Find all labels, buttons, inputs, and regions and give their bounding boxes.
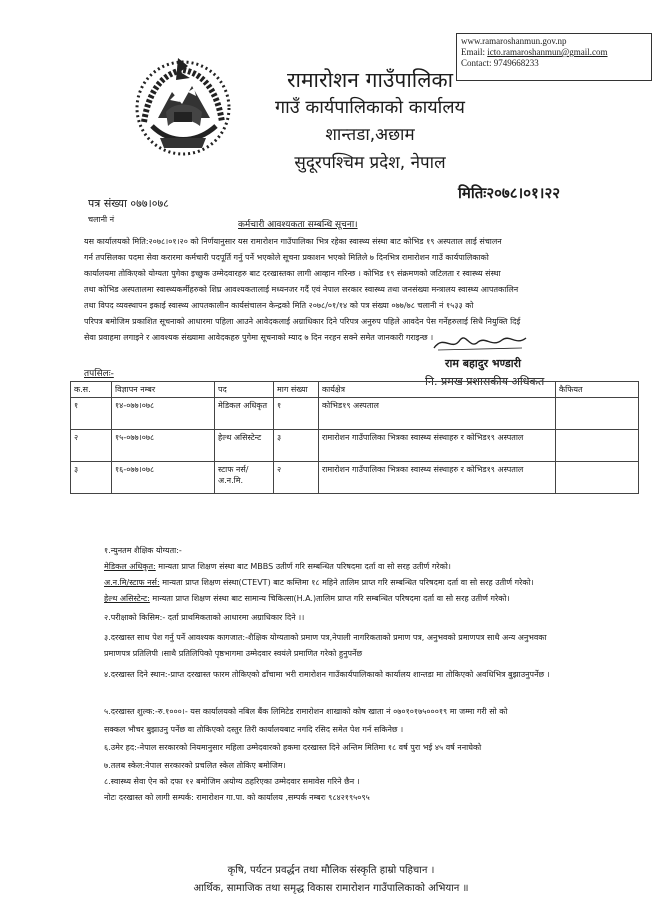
body-line: कार्यालयमा तोकिएको योग्यता पुगेका इच्छुक उम्मेदवारहरु बाट दरखास्तका लागी आव्हान गरिन्छ । कोभिड १९ संक्रमणको जटिलता र स्वास्थ्य संस्था (84, 269, 501, 278)
requirement-item: ४.दरखास्त दिने स्थान:-प्राप्त दरखास्त फारम तोकिएको ढाँचामा भरी रामारोशन गाउँकार्यपालिकाको कार्यालय शान्तडा मा तोकिएको अवधिभित्र बुझाउनुपर्नेछ । (104, 670, 550, 679)
reference-number: पत्र संख्या ०७७।०७८ (88, 197, 169, 210)
table-cell: हेल्थ असिस्टेन्ट (215, 430, 274, 462)
email-line (461, 47, 647, 58)
footer-slogan-1: कृषि, पर्यटन प्रवर्द्धन तथा मौलिक संस्कृति हाम्रो पहिचान । (227, 865, 435, 876)
table-cell: २ (274, 462, 319, 494)
requirement-anm (104, 577, 534, 588)
email-label: Email: (461, 47, 485, 57)
nepal-emblem-icon (130, 52, 236, 160)
requirement-item: ५.दरखास्त शुल्क:-रु.१०००।- यस कार्यालयको नबिल बैंक लिमिटेड रामारोशन शाखाको कोष खाता नं ०७०१०१७५०००१९ मा जम्मा गरी सो को (104, 707, 508, 716)
requirements-heading: १.न्युनतम शैक्षिक योग्यता:- (104, 546, 182, 555)
body-line: यस कार्यालयको मिति:२०७८।०१।२० को निर्णयानुसार यस रामारोशन गाउँपालिका भित्र रहेका स्वास्थ्य संस्था बाट कोभिड १९ अस्पताल लाई संचालन (84, 237, 502, 246)
email-link[interactable]: icto.ramaroshanmun@gmail.com (487, 47, 608, 57)
table-cell (556, 398, 639, 430)
body-line: तथा विपद व्यवस्थापन इकाई स्वास्थ्य आपतकालीन कार्यसंचालन केन्द्रको मिति २०७८/०१/१४ को पत्र संख्या ०७७/७८ चलानी नं १५३३ को (84, 301, 474, 310)
requirement-mo (104, 561, 451, 572)
body-line: तथा कोभिड अस्पतालमा स्वास्थ्यकर्मीहरुको शिघ्र आवश्यकतालाई मध्यनजर गर्दै एवं नेपाल सरकार स्वास्थ्य तथा जनसंख्या मन्त्रालय स्वास्थ्य आपतकालिन (84, 285, 519, 294)
table-cell: रामारोशन गाउँपालिका भित्रका स्वास्थ्य संस्थाहरु र कोभिड१९ अस्पताल (319, 462, 556, 494)
phone-text: Contact: 9749668233 (461, 58, 539, 68)
table-row (71, 430, 639, 462)
contact-note: नोटः दरखास्त को लागी सम्पर्क: रामारोशन गा.पा. को कार्यालय ,सम्पर्क नम्बरः ९८४२१९५०९५ (104, 793, 370, 802)
dispatch-number: चलानी नं (88, 215, 115, 224)
column-header: विज्ञापन नम्बर (112, 382, 215, 398)
column-header: कैफियत (556, 382, 639, 398)
column-header: क.स. (71, 382, 112, 398)
table-cell: कोभिड१९ अस्पताल (319, 398, 556, 430)
table-cell: रामारोशन गाउँपालिका भित्रका स्वास्थ्य संस्थाहरु र कोभिड१९ अस्पताल (319, 430, 556, 462)
table-cell: १५-०७७।०७८ (112, 430, 215, 462)
footer-slogan-2: आर्थिक, सामाजिक तथा समृद्ध विकास रामारोशन गाउँपालिकाको अभियान ॥ (193, 883, 469, 894)
municipality-name: रामारोशन गाउँपालिका (286, 68, 454, 92)
table-cell: स्टाफ नर्स/ अ.न.मि. (215, 462, 274, 494)
table-cell: ३ (274, 430, 319, 462)
body-line: गर्न तपसिलका पदमा सेवा करारमा कर्मचारी पदपूर्ति गर्नु पर्ने भएकोले सूचना प्रकाशन भएको मितिले ७ दिनभित्र रामारोशन गाउँ कार्यपालिकाको (84, 253, 489, 262)
requirement-item: प्रमाणपत्र प्रतिलिपी ।साथै प्रतिलिपिको पृष्ठभागमा उम्मेदवार स्वयंले प्रमाणित गरेको हुनुपर्नेछ (104, 649, 363, 658)
requirement-item: ७.तलब स्केल:नेपाल सरकारको प्रचलित स्केल तोकिए बमोजिम। (104, 761, 286, 770)
column-header: माग संख्या (274, 382, 319, 398)
table-cell (556, 462, 639, 494)
signature-scribble (430, 330, 530, 356)
signatory-title: नि. प्रमख प्रशासकीय अधिकत (425, 375, 545, 388)
letter-date: मितिः२०७८।०१।२२ (458, 184, 561, 202)
website-text: www.ramaroshanmun.gov.np (461, 36, 567, 46)
requirement-ha-label: हेल्थ असिस्टेन्ट: (104, 594, 150, 603)
requirement-item: सक्कल भौचर बुझाउनु पर्नेछ वा तोकिएको दस्तुर तिरी कार्यालयबाट नगदि रसिद समेत पेश गर्न सकिनेछ । (104, 725, 404, 734)
letter-subject: कर्मचारी आवश्यकता सम्बन्धि सूचना। (238, 220, 358, 230)
table-cell: ३ (71, 462, 112, 494)
signatory-name: राम बहादुर भण्डारी (445, 357, 521, 370)
table-row (71, 398, 639, 430)
requirement-mo-text: मान्यता प्राप्त शिक्षण संस्था बाट MBBS उतीर्ण गरि सम्बन्धित परिषदमा दर्ता वा सो सरह उतीर्ण गरेको। (155, 562, 451, 571)
requirement-item: ८.स्वास्थ्य सेवा ऐन को दफा १२ बमोजिम अयोग्य ठहरिएका उम्मेदवार समावेस गरिने छैन । (104, 777, 360, 786)
table-cell: १ (71, 398, 112, 430)
table-cell (556, 430, 639, 462)
requirement-anm-text: मान्यता प्राप्त शिक्षण संस्था(CTEVT) बाट कम्तिमा १८ महिने तालिम प्राप्त गरि सम्बन्धित परिषदमा दर्ता वा सो सरह उतीर्ण गरेको। (159, 578, 534, 587)
requirement-item: ६.उमेर हद:-नेपाल सरकारको नियमानुसार महिला उम्मेदवारको हकमा दरखास्त दिने अन्तिम मितिमा १८ वर्ष पुरा भई ४५ वर्ष ननाघेको (104, 743, 482, 752)
table-header-row (71, 382, 639, 398)
requirement-item: २.परीक्षाको किसिम:- दर्ता प्राथमिकताको आधारमा अग्राधिकार दिने ।। (104, 613, 305, 622)
office-location: शान्तडा,अछाम (325, 125, 415, 145)
vacancy-table (70, 381, 639, 494)
province-name: सुदूरपश्चिम प्रदेश, नेपाल (294, 153, 446, 173)
table-cell: १४-०७७।०७८ (112, 398, 215, 430)
annex-title: तपसिलः- (84, 369, 114, 379)
requirement-item: ३.दरखास्त साथ पेश गर्नु पर्ने आवश्यक कागजात:-शैक्षिक योग्यताको प्रमाण पत्र,नेपाली नागरिकताको प्रमाण पत्र, अनुभवको प्रमाणपत्र साथै अन्य अनुभवका (104, 633, 547, 642)
table-cell: १ (274, 398, 319, 430)
table-cell: २ (71, 430, 112, 462)
office-name: गाउँ कार्यपालिकाको कार्यालय (275, 97, 465, 118)
requirement-ha (104, 593, 510, 604)
column-header: कार्यक्षेत्र (319, 382, 556, 398)
body-line: सेवा प्रवाहमा लगाइने र आवश्यक संख्यामा आवेदकहरु पुगेमा सूचनाको म्याद ७ दिन नरहन सक्ने समेत जानकारी गराइन्छ । (84, 333, 434, 342)
table-row (71, 462, 639, 494)
body-line: परिपत्र बमोजिम प्रकाशित सूचनाको आधारमा पहिला आउने आवेदकलाई अग्राधिकार दिने परिपत्र अनुरुप पहिले आवदेन पेस गर्नेहरुलाई सिधै नियुक्ति दिई (84, 317, 521, 326)
table-cell: मेडिकल अधिकृत (215, 398, 274, 430)
table-cell: १६-०७७।०७८ (112, 462, 215, 494)
requirement-ha-text: मान्यता प्राप्त शिक्षण संस्था बाट सामान्य चिकित्सा(H.A.)तालिम प्राप्त गरि सम्बन्धित परिषदमा दर्ता वा सो सरह उतीर्ण गरेको। (149, 594, 510, 603)
requirement-mo-label: मेडिकल अधिकृत: (104, 562, 156, 571)
column-header: पद (215, 382, 274, 398)
requirement-anm-label: अ.न.मि/स्टाफ नर्स: (104, 578, 160, 587)
